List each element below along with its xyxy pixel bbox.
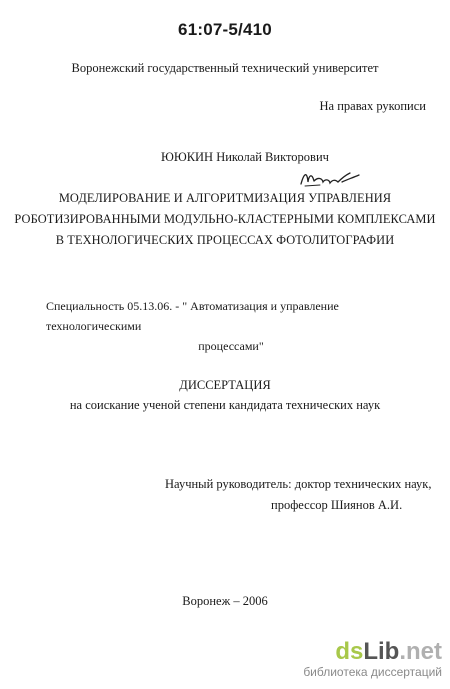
logo-ds: ds (335, 638, 364, 665)
watermark-tagline: библиотека диссертаций (303, 665, 442, 679)
scientific-supervisor (165, 474, 432, 516)
degree-purpose: на соискание ученой степени кандидата технических наук (69, 398, 381, 412)
title-line: В ТЕХНОЛОГИЧЕСКИХ ПРОЦЕССАХ ФОТОЛИТОГРАФИИ (55, 233, 395, 247)
author-name: ЮЮКИН Николай Викторович (161, 150, 329, 164)
catalog-code: 61:07-5/410 (178, 20, 272, 39)
title-line: МОДЕЛИРОВАНИЕ И АЛГОРИТМИЗАЦИЯ УПРАВЛЕНИЯ (58, 191, 392, 205)
place-and-year: Воронеж – 2006 (182, 594, 268, 608)
document-type: ДИССЕРТАЦИЯ (179, 378, 271, 392)
dslib-logo (303, 639, 442, 665)
supervisor-line-1: Научный руководитель: доктор технических наук, (165, 477, 432, 491)
title-line: РОБОТИЗИРОВАННЫМИ МОДУЛЬНО-КЛАСТЕРНЫМИ КОМПЛЕКСАМИ (14, 212, 436, 226)
specialty-line-1: Специальность 05.13.06. - " Автоматизация и управление технологическими (46, 299, 339, 333)
dslib-watermark (303, 639, 442, 679)
manuscript-rights: На правах рукописи (319, 99, 426, 113)
dissertation-title (0, 188, 450, 251)
document-type-block (0, 375, 450, 415)
logo-net: .net (399, 638, 442, 665)
specialty (46, 296, 436, 356)
specialty-line-2: процессами" (198, 339, 264, 353)
university-name: Воронежский государственный технический университет (71, 61, 379, 75)
logo-lib: Lib (363, 638, 400, 665)
supervisor-line-2: профессор Шиянов А.И. (271, 498, 403, 512)
